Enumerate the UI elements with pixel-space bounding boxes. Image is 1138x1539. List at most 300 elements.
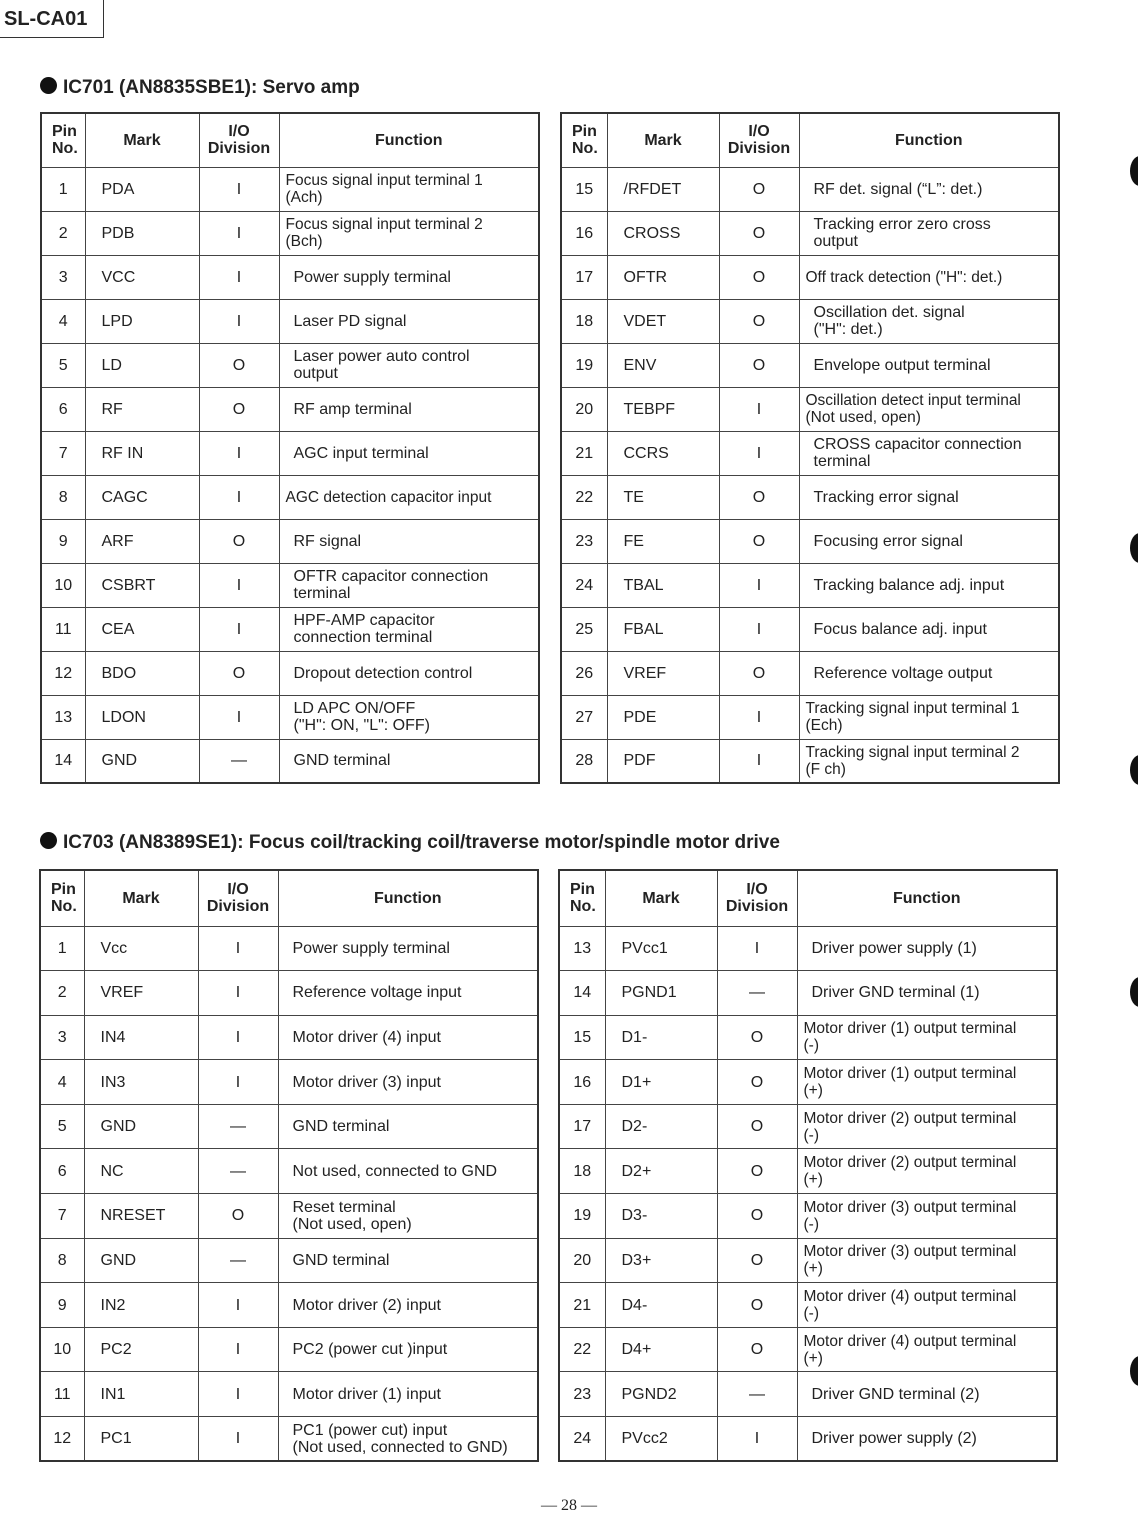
function-line: HPF-AMP capacitor xyxy=(293,612,435,629)
pin-number: 5 xyxy=(40,1104,84,1149)
ic701-pin-table-left xyxy=(40,112,540,784)
table-row xyxy=(41,739,539,783)
pin-function xyxy=(797,1372,1057,1417)
io-division: I xyxy=(199,475,279,519)
pin-number: 10 xyxy=(41,563,85,607)
pin-function xyxy=(799,695,1059,739)
function-line: Not used, connected to GND xyxy=(292,1162,498,1180)
function-line: Oscillation det. signal xyxy=(813,304,965,321)
pin-mark: VREF xyxy=(84,971,198,1016)
pin-function xyxy=(279,387,539,431)
pin-function xyxy=(279,343,539,387)
column-header-pin xyxy=(40,870,84,926)
pin-number: 7 xyxy=(40,1194,84,1239)
pin-mark: ARF xyxy=(85,519,199,563)
io-division: I xyxy=(199,695,279,739)
pin-function xyxy=(799,431,1059,475)
table-row xyxy=(41,343,539,387)
table-row xyxy=(40,1149,538,1194)
pin-function xyxy=(278,1149,538,1194)
pin-function xyxy=(278,1015,538,1060)
column-header-text: Division xyxy=(725,898,789,916)
table-row xyxy=(40,1015,538,1060)
column-header-text: Division xyxy=(207,140,271,158)
pin-number: 1 xyxy=(41,167,85,211)
io-division: O xyxy=(717,1283,797,1328)
table-row xyxy=(561,211,1059,255)
function-line: (+) xyxy=(803,1171,823,1189)
io-division: I xyxy=(199,255,279,299)
column-header-text: I/O xyxy=(228,123,250,141)
bullet-icon xyxy=(40,77,57,94)
table-row xyxy=(561,563,1059,607)
function-line: GND terminal xyxy=(292,1118,390,1136)
io-division: O xyxy=(717,1327,797,1372)
column-header-text: No. xyxy=(572,140,598,158)
pin-mark: D1- xyxy=(605,1015,717,1060)
column-header-function: Function xyxy=(279,113,539,167)
io-division: I xyxy=(198,1417,278,1462)
function-line: Driver power supply (2) xyxy=(811,1430,977,1448)
pin-function xyxy=(279,255,539,299)
binding-hole-mark xyxy=(1130,977,1138,1007)
pin-mark: D3- xyxy=(605,1194,717,1239)
pin-function xyxy=(278,1194,538,1239)
function-line: GND terminal xyxy=(293,752,391,770)
column-header-text: No. xyxy=(52,140,78,158)
io-division: — xyxy=(199,739,279,783)
pin-mark: VREF xyxy=(607,651,719,695)
table-row xyxy=(561,343,1059,387)
pin-number: 19 xyxy=(559,1194,605,1239)
table-row xyxy=(41,387,539,431)
pin-number: 13 xyxy=(41,695,85,739)
pin-function xyxy=(797,1060,1057,1105)
section-title-ic703 xyxy=(40,832,780,854)
pin-mark: CROSS xyxy=(607,211,719,255)
pin-number: 2 xyxy=(40,971,84,1016)
function-line: Motor driver (1) output terminal xyxy=(803,1020,1017,1038)
function-line: Focus balance adj. input xyxy=(813,620,987,638)
io-division: O xyxy=(717,1238,797,1283)
io-division: O xyxy=(719,167,799,211)
pin-function xyxy=(797,1238,1057,1283)
pin-function xyxy=(278,971,538,1016)
pin-mark: PDE xyxy=(607,695,719,739)
pin-mark: RF xyxy=(85,387,199,431)
section-title-text: IC703 (AN8389SE1): Focus coil/tracking coil/traverse motor/spindle motor drive xyxy=(63,832,780,853)
pin-mark: IN2 xyxy=(84,1283,198,1328)
table-row xyxy=(41,211,539,255)
pin-mark: FBAL xyxy=(607,607,719,651)
pin-number: 14 xyxy=(559,971,605,1016)
pin-mark: LPD xyxy=(85,299,199,343)
io-division: O xyxy=(719,519,799,563)
binding-hole-mark xyxy=(1130,533,1138,563)
function-line: (Not used, connected to GND) xyxy=(292,1438,508,1456)
io-division: I xyxy=(199,299,279,343)
function-line: Motor driver (3) output terminal xyxy=(803,1198,1017,1216)
table-row xyxy=(40,971,538,1016)
ic701-pin-table-right xyxy=(560,112,1060,784)
table-row xyxy=(561,299,1059,343)
table-row xyxy=(40,1060,538,1105)
io-division: I xyxy=(719,739,799,783)
column-header-mark: Mark xyxy=(84,870,198,926)
function-line: Off track detection ("H": det.) xyxy=(805,268,1003,286)
table-row xyxy=(559,1104,1057,1149)
pin-number: 16 xyxy=(559,1060,605,1105)
bullet-icon xyxy=(40,832,57,849)
table-row xyxy=(559,1283,1057,1328)
function-line: Focus signal input terminal 2 xyxy=(285,216,483,233)
table-row xyxy=(40,1417,538,1462)
pin-number: 17 xyxy=(559,1104,605,1149)
pin-number: 21 xyxy=(561,431,607,475)
pin-number: 5 xyxy=(41,343,85,387)
pin-function xyxy=(279,607,539,651)
function-line: OFTR capacitor connection xyxy=(293,568,489,585)
io-division: O xyxy=(199,343,279,387)
table-row xyxy=(561,167,1059,211)
pin-number: 3 xyxy=(40,1015,84,1060)
pin-number: 15 xyxy=(561,167,607,211)
function-line: RF amp terminal xyxy=(293,400,412,418)
pin-mark: IN3 xyxy=(84,1060,198,1105)
io-division: O xyxy=(719,343,799,387)
table-row xyxy=(559,1194,1057,1239)
function-line: AGC detection capacitor input xyxy=(285,488,492,506)
table-row xyxy=(561,519,1059,563)
column-header-io xyxy=(719,113,799,167)
function-line: AGC input terminal xyxy=(293,444,429,462)
column-header-text: Division xyxy=(727,140,791,158)
table-row xyxy=(41,167,539,211)
column-header-text: Pin xyxy=(570,881,595,899)
function-line: GND terminal xyxy=(292,1251,390,1269)
pin-function xyxy=(797,1149,1057,1194)
io-division: I xyxy=(198,1283,278,1328)
io-division: — xyxy=(198,1104,278,1149)
pin-function xyxy=(278,926,538,971)
column-header-pin xyxy=(41,113,85,167)
pin-function xyxy=(797,1194,1057,1239)
function-line: Focusing error signal xyxy=(813,532,963,550)
table-row xyxy=(41,695,539,739)
io-division: O xyxy=(717,1015,797,1060)
table-row xyxy=(40,1327,538,1372)
pin-mark: PVcc1 xyxy=(605,926,717,971)
pin-number: 12 xyxy=(41,651,85,695)
column-header-text: I/O xyxy=(227,881,249,899)
column-header-text: No. xyxy=(51,898,77,916)
pin-number: 10 xyxy=(40,1327,84,1372)
io-division: — xyxy=(198,1238,278,1283)
pin-number: 6 xyxy=(41,387,85,431)
pin-function xyxy=(799,299,1059,343)
function-line: Motor driver (3) output terminal xyxy=(803,1243,1017,1261)
function-line: Motor driver (4) output terminal xyxy=(803,1332,1017,1350)
pin-mark: NRESET xyxy=(84,1194,198,1239)
pin-number: 21 xyxy=(559,1283,605,1328)
function-line: LD APC ON/OFF xyxy=(293,700,416,717)
pin-number: 11 xyxy=(41,607,85,651)
io-division: — xyxy=(717,971,797,1016)
io-division: I xyxy=(198,1060,278,1105)
pin-number: 22 xyxy=(559,1327,605,1372)
pin-mark: FE xyxy=(607,519,719,563)
table-row xyxy=(561,651,1059,695)
pin-mark: LD xyxy=(85,343,199,387)
io-division: — xyxy=(717,1372,797,1417)
io-division: I xyxy=(717,1417,797,1462)
pin-function xyxy=(799,563,1059,607)
pin-function xyxy=(799,651,1059,695)
pin-number: 9 xyxy=(40,1283,84,1328)
table-row xyxy=(561,695,1059,739)
column-header-mark: Mark xyxy=(607,113,719,167)
pin-function xyxy=(799,739,1059,783)
function-line: Laser PD signal xyxy=(293,312,407,330)
pin-mark: CSBRT xyxy=(85,563,199,607)
io-division: — xyxy=(198,1149,278,1194)
pin-number: 23 xyxy=(559,1372,605,1417)
column-header-pin xyxy=(561,113,607,167)
function-line: Motor driver (2) output terminal xyxy=(803,1109,1017,1127)
table-row xyxy=(40,926,538,971)
function-line: Tracking error zero cross xyxy=(813,216,991,233)
column-header-text: I/O xyxy=(748,123,770,141)
pin-function xyxy=(279,167,539,211)
binding-hole-mark xyxy=(1130,1356,1138,1386)
function-line: (-) xyxy=(803,1305,819,1323)
io-division: O xyxy=(717,1060,797,1105)
table-row xyxy=(40,1238,538,1283)
pin-function xyxy=(797,1327,1057,1372)
function-line: (-) xyxy=(803,1126,819,1144)
table-row xyxy=(559,1327,1057,1372)
pin-mark: GND xyxy=(84,1104,198,1149)
pin-mark: ENV xyxy=(607,343,719,387)
pin-number: 12 xyxy=(40,1417,84,1462)
pin-number: 14 xyxy=(41,739,85,783)
table-row xyxy=(41,255,539,299)
column-header-text: I/O xyxy=(746,881,768,899)
io-division: O xyxy=(717,1194,797,1239)
table-row xyxy=(559,1060,1057,1105)
table-row xyxy=(559,1417,1057,1462)
pin-mark: PVcc2 xyxy=(605,1417,717,1462)
table-row xyxy=(40,1194,538,1239)
pin-number: 23 xyxy=(561,519,607,563)
pin-function xyxy=(797,1283,1057,1328)
pin-function xyxy=(278,1238,538,1283)
function-line: Tracking balance adj. input xyxy=(813,576,1005,594)
pin-function xyxy=(279,299,539,343)
pin-mark: RF IN xyxy=(85,431,199,475)
pin-number: 17 xyxy=(561,255,607,299)
pin-number: 20 xyxy=(561,387,607,431)
function-line: (Not used, open) xyxy=(292,1215,412,1233)
table-row xyxy=(559,1372,1057,1417)
table-row xyxy=(40,1372,538,1417)
io-division: O xyxy=(717,1149,797,1194)
table-row xyxy=(561,739,1059,783)
pin-function xyxy=(279,431,539,475)
pin-number: 9 xyxy=(41,519,85,563)
pin-number: 7 xyxy=(41,431,85,475)
table-header-row xyxy=(40,870,538,926)
column-header-pin xyxy=(559,870,605,926)
table-header-row xyxy=(559,870,1057,926)
table-row xyxy=(561,475,1059,519)
io-division: I xyxy=(719,607,799,651)
pin-number: 6 xyxy=(40,1149,84,1194)
pin-mark: D3+ xyxy=(605,1238,717,1283)
function-line: Driver GND terminal (1) xyxy=(811,984,980,1002)
function-line: Focus signal input terminal 1 xyxy=(285,172,483,189)
io-division: I xyxy=(719,695,799,739)
io-division: I xyxy=(719,431,799,475)
column-header-text: Pin xyxy=(572,123,597,141)
pin-mark: PGND2 xyxy=(605,1372,717,1417)
pin-mark: PC1 xyxy=(84,1417,198,1462)
pin-function xyxy=(279,475,539,519)
pin-mark: IN4 xyxy=(84,1015,198,1060)
function-line: RF signal xyxy=(293,532,362,550)
function-line: output xyxy=(813,233,858,250)
io-division: O xyxy=(719,299,799,343)
table-row xyxy=(561,431,1059,475)
function-line: Laser power auto control xyxy=(293,348,470,365)
binding-hole-mark xyxy=(1130,755,1138,785)
pin-mark: CCRS xyxy=(607,431,719,475)
pin-number: 3 xyxy=(41,255,85,299)
function-line: Motor driver (4) output terminal xyxy=(803,1288,1017,1306)
io-division: I xyxy=(717,926,797,971)
column-header-io xyxy=(717,870,797,926)
io-division: I xyxy=(199,431,279,475)
pin-number: 18 xyxy=(559,1149,605,1194)
pin-number: 8 xyxy=(41,475,85,519)
function-line: (+) xyxy=(803,1082,823,1100)
io-division: I xyxy=(719,387,799,431)
table-header-row xyxy=(561,113,1059,167)
pin-mark: D4- xyxy=(605,1283,717,1328)
pin-mark: VCC xyxy=(85,255,199,299)
function-line: Reset terminal xyxy=(292,1198,396,1216)
io-division: O xyxy=(717,1104,797,1149)
pin-mark: D4+ xyxy=(605,1327,717,1372)
pin-number: 16 xyxy=(561,211,607,255)
pin-function xyxy=(279,519,539,563)
pin-mark: PDA xyxy=(85,167,199,211)
table-row xyxy=(559,926,1057,971)
column-header-text: Pin xyxy=(51,881,76,899)
binding-hole-mark xyxy=(1130,156,1138,186)
pin-number: 19 xyxy=(561,343,607,387)
pin-mark: PDB xyxy=(85,211,199,255)
pin-number: 26 xyxy=(561,651,607,695)
function-line: PC1 (power cut) input xyxy=(292,1421,448,1439)
pin-function xyxy=(799,211,1059,255)
pin-function xyxy=(799,343,1059,387)
pin-mark: PC2 xyxy=(84,1327,198,1372)
function-line: (F ch) xyxy=(805,760,846,778)
function-line: Motor driver (1) output terminal xyxy=(803,1065,1017,1083)
table-row xyxy=(559,1149,1057,1194)
function-line: Motor driver (2) input xyxy=(292,1296,441,1314)
pin-mark: PDF xyxy=(607,739,719,783)
function-line: ("H": ON, "L": OFF) xyxy=(293,717,430,734)
pin-function xyxy=(278,1060,538,1105)
function-line: terminal xyxy=(813,453,871,470)
column-header-io xyxy=(199,113,279,167)
function-line: (+) xyxy=(803,1260,823,1278)
pin-mark: CEA xyxy=(85,607,199,651)
pin-mark: /RFDET xyxy=(607,167,719,211)
function-line: RF det. signal (“L”: det.) xyxy=(813,180,983,198)
function-line: (Ach) xyxy=(285,189,323,206)
io-division: O xyxy=(199,387,279,431)
column-header-mark: Mark xyxy=(605,870,717,926)
io-division: I xyxy=(198,971,278,1016)
io-division: O xyxy=(198,1194,278,1239)
pin-mark: VDET xyxy=(607,299,719,343)
pin-function xyxy=(799,387,1059,431)
table-row xyxy=(41,519,539,563)
function-line: Tracking error signal xyxy=(813,488,959,506)
pin-number: 27 xyxy=(561,695,607,739)
pin-function xyxy=(278,1327,538,1372)
pin-mark: Vcc xyxy=(84,926,198,971)
pin-mark: CAGC xyxy=(85,475,199,519)
table-row xyxy=(559,1015,1057,1060)
pin-function xyxy=(797,1104,1057,1149)
column-header-function: Function xyxy=(278,870,538,926)
function-line: (+) xyxy=(803,1349,823,1367)
column-header-io xyxy=(198,870,278,926)
function-line: Motor driver (2) output terminal xyxy=(803,1154,1017,1172)
table-row xyxy=(561,255,1059,299)
pin-function xyxy=(797,926,1057,971)
function-line: Reference voltage output xyxy=(813,664,993,682)
table-header-row xyxy=(41,113,539,167)
function-line: (-) xyxy=(803,1215,819,1233)
table-row xyxy=(561,607,1059,651)
pin-number: 15 xyxy=(559,1015,605,1060)
io-division: I xyxy=(199,211,279,255)
function-line: Envelope output terminal xyxy=(813,356,991,374)
pin-mark: IN1 xyxy=(84,1372,198,1417)
pin-number: 25 xyxy=(561,607,607,651)
pin-function xyxy=(799,607,1059,651)
function-line: PC2 (power cut )input xyxy=(292,1341,448,1359)
table-row xyxy=(561,387,1059,431)
function-line: Dropout detection control xyxy=(293,664,473,682)
function-line: Driver power supply (1) xyxy=(811,939,977,957)
function-line: (Not used, open) xyxy=(805,409,921,426)
io-division: O xyxy=(719,255,799,299)
pin-number: 24 xyxy=(561,563,607,607)
pin-mark: TEBPF xyxy=(607,387,719,431)
io-division: I xyxy=(199,167,279,211)
pin-function xyxy=(278,1372,538,1417)
pin-number: 4 xyxy=(41,299,85,343)
io-division: I xyxy=(198,1015,278,1060)
table-row xyxy=(559,971,1057,1016)
pin-function xyxy=(279,739,539,783)
